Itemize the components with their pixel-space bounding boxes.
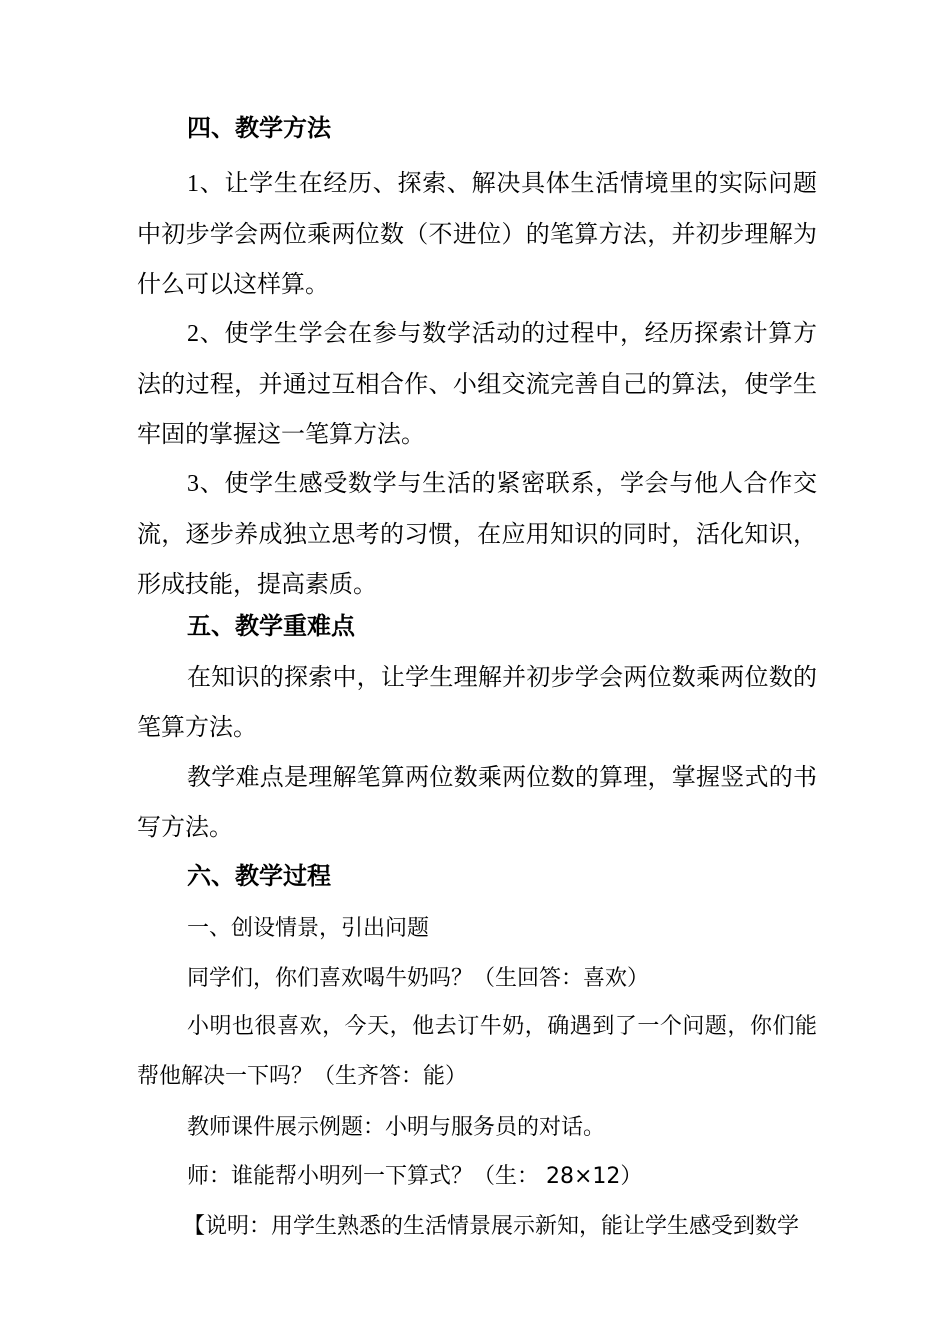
key-point-paragraph: 在知识的探索中，让学生理解并初步学会两位数乘两位数的笔算方法。	[137, 663, 817, 741]
item-number: 1	[187, 171, 199, 197]
item-number: 3	[187, 471, 199, 497]
subsection-title: 一、创设情景，引出问题	[187, 916, 430, 941]
dialogue-paragraph: 小明也很喜欢，今天，他去订牛奶，确遇到了一个问题，你们能帮他解决一下吗？（生齐答：能）	[137, 1014, 817, 1089]
item-text: 、使学生学会在参与数学活动的过程中，经历探索计算方法的过程，并通过互相合作、小组交流完善自己的算法，使学生牢固的掌握这一笔算方法。	[137, 319, 817, 448]
dialogue-line: 同学们，你们喜欢喝牛奶吗？（生回答：喜欢）	[187, 966, 650, 991]
method-item-3	[137, 458, 817, 609]
section-heading-key-points: 五、教学重难点	[187, 612, 355, 640]
method-item-1	[137, 158, 817, 309]
dialogue-line: 教师课件展示例题：小明与服务员的对话。	[187, 1115, 606, 1140]
item-text: 、让学生在经历、探索、解决具体生活情境里的实际问题中初步学会两位乘两位数（不进位）的笔算方法，并初步理解为什么可以这样算。	[137, 169, 817, 298]
item-number: 2	[187, 321, 199, 347]
note-line: 【说明：用学生熟悉的生活情景展示新知，能让学生感受到数学	[183, 1214, 800, 1239]
section-heading-methods: 四、教学方法	[187, 114, 331, 142]
dialogue-line: 师：谁能帮小明列一下算式？（生： 28×12）	[187, 1164, 643, 1189]
item-text: 、使学生感受数学与生活的紧密联系，学会与他人合作交流，逐步养成独立思考的习惯，在应用知识的同时，活化知识，形成技能，提高素质。	[137, 469, 817, 598]
section-heading-process: 六、教学过程	[187, 862, 331, 890]
method-item-2	[137, 308, 817, 459]
difficulty-paragraph: 教学难点是理解笔算两位数乘两位数的算理，掌握竖式的书写方法。	[137, 763, 817, 841]
